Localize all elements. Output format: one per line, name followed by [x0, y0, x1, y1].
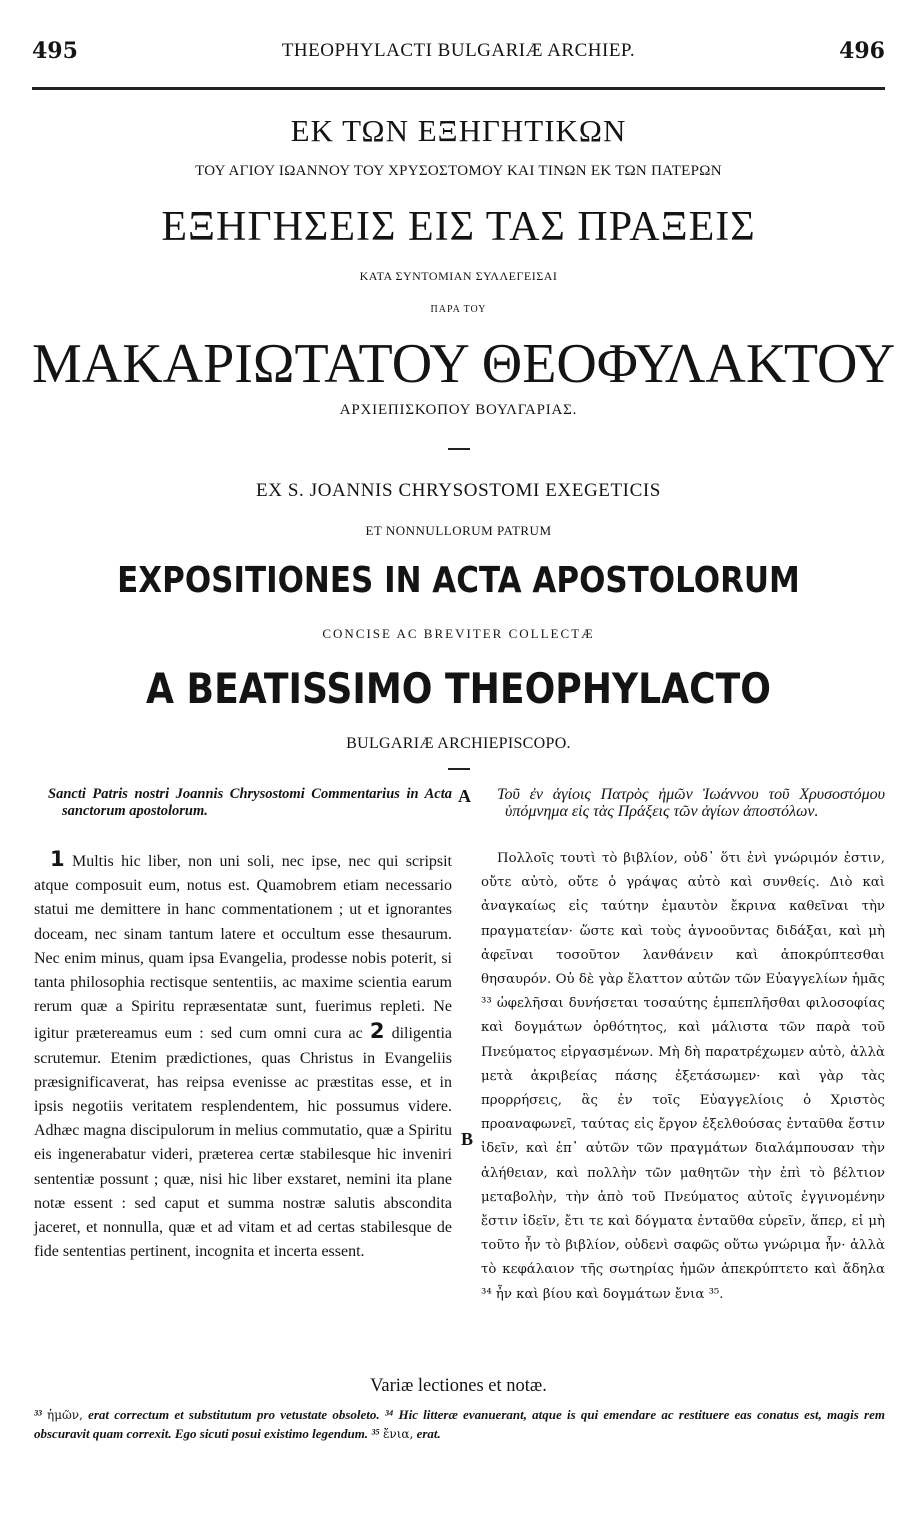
greek-title-line-2: ΤΟΥ ΑΓΙΟΥ ΙΩΑΝΝΟΥ ΤΟΥ ΧΡΥΣΟΣΤΟΜΟΥ ΚΑΙ ΤΙΝΩΝ ΕΚ ΤΩΝ ΠΑΤΕΡΩΝ [195, 163, 722, 179]
latin-title-line-6: BULGARIÆ ARCHIEPISCOPO. [346, 735, 571, 752]
latin-title-line-3: EXPOSITIONES IN ACTA APOSTOLORUM [117, 560, 800, 601]
running-title: THEOPHYLACTI BULGARIÆ ARCHIEP. [281, 40, 636, 61]
latin-text-part-b: diligentia scrutemur. Etenim prædictiones, quas Christus in Evangeliis præsignificaverat, has reipsa evenisse ac præstitas esse, et in ipsis negotiis veritatem resplendentem, hic possumus videre. Adhæc magna discipulorum in melius commutatio, quæ a Spiritu eis ingenerabatur videri, præterea certæ stabilesque hic inveniri sententiæ possunt ; quæ, nisi hic liber exstaret, nemini ita plane notæ essent : sed caput et summa nostræ salutis abscondita jaceret, et nonnulla, quæ et ad vitam et ad certas stabilesque de fide sententias pertinent, incognita et incerta essent. [34, 1025, 453, 1261]
note-35-mark: ³⁵ [368, 1425, 383, 1441]
greek-title-line-5: ΠΑΡΑ ΤΟΥ [430, 304, 487, 315]
latin-title-line-1: EX S. JOANNIS CHRYSOSTOMI EXEGETICIS [256, 480, 661, 501]
greek-title-line-3: ΕΞΗΓΗΣΕΙΣ ΕΙΣ ΤΑΣ ΠΡΑΞΕΙΣ [161, 204, 756, 250]
greek-title-line-4: ΚΑΤΑ ΣΥΝΤΟΜΙΑΝ ΣΥΛΛΕΓΕΙΣΑΙ [359, 269, 558, 283]
column-marker-a: A [458, 786, 471, 806]
latin-column-heading: Sancti Patris nostri Joannis Chrysostomi Commentarius in Acta sanctorum apostolorum. [48, 786, 452, 819]
notes-text [34, 1406, 885, 1443]
note-33-greek: ἡμῶν, [47, 1408, 83, 1422]
greek-column [481, 786, 885, 1307]
greek-column-heading: Τοῦ ἐν ἁγίοις Πατρὸς ἡμῶν Ἰωάννου τοῦ Χρυσοστόμου ὑπόμνημα εἰς τὰς Πράξεις τῶν ἁγίων ἀποστόλων. [497, 786, 885, 820]
section-number-2: 2 [369, 1019, 385, 1044]
page-number-left: 495 [32, 38, 78, 64]
section-number-1: 1 [50, 847, 65, 871]
notes-title: Variæ lectiones et notæ. [370, 1376, 547, 1396]
column-marker-b: B [461, 1129, 474, 1149]
greek-title-line-7: ΑΡΧΙΕΠΙΣΚΟΠΟΥ ΒΟΥΛΓΑΡΙΑΣ. [339, 402, 578, 418]
note-35-text: erat. [413, 1425, 441, 1441]
note-33-mark: ³³ [34, 1407, 47, 1422]
latin-column-text [34, 847, 452, 1264]
note-33-text: erat correctum et substitutum pro vetustate obsoleto. [82, 1407, 380, 1422]
greek-title-line-1: ΕΚ ΤΩΝ ΕΞΗΓΗΤΙΚΩΝ [290, 113, 627, 148]
note-34-text: ³⁴ Hic litteræ evanuerant, atque is qui emendare ac restituere eas conatus est, magis rem obscuravit quam correxit. Ego sicuti posui existimo legendum. [34, 1407, 885, 1441]
greek-title-line-6: ΜΑΚΑΡΙΩΤΑΤΟΥ ΘΕΟΦΥΛΑΚΤΟΥ [32, 333, 896, 395]
latin-text-part-a: Multis hic liber, non uni soli, nec ipse, nec qui scripsit atque composuit eum, notus est. Quamobrem etiam necessario statui me demittere in hanc commentationem ; ut et ignorantes doceam, nec sinam tantum latere et occultum esse thesaurum. Nec enim minus, quam ipsa Evangelia, prodesse nobis poterit, si tanta philosophia rectisque sententiis, ac maxime scientia earum rerum quæ a Spiritu repræsentatæ sunt, fuerimus repleti. Ne igitur prætereamus eum : sed cum omni cura ac [34, 853, 452, 1043]
latin-column [34, 786, 452, 1264]
greek-column-text: Πολλοῖς τουτὶ τὸ βιβλίον, οὐδ᾽ ὅτι ἑνὶ γνώριμόν ἐστιν, οὔτε αὐτὸ, οὔτε ὁ γράψας αὐτὸ καὶ συνθείς. Διὸ καὶ ἀναγκαίως εἰς ταύτην ἐμαυτὸν ἔκρινα καθεῖναι τὴν πραγματείαν· ὥστε καὶ τοὺς ἀγνοοῦντας διδάξαι, καὶ μὴ ἀφεῖναι τοσοῦτον λανθάνειν καὶ ἀποκρύπτεσθαι θησαυρόν. Οὐ δὲ γὰρ ἔλαττον αὐτῶν τῶν Εὐαγγελίων ἡμᾶς ³³ ὠφελῆσαι δυνήσεται τοσαύτης ἐμπεπλῆσθαι φιλοσοφίας καὶ δογμάτων ὀρθότητος, καὶ μάλιστα τῶν παρὰ τοῦ Πνεύματος εἰργασμένων. Μὴ δὴ παρατρέχωμεν αὐτὸ, ἀλλὰ μετὰ ἀκριβείας πάσης ἐξετάσωμεν· καὶ γὰρ τὰς προρρήσεις, ἃς ἐν τοῖς Εὐαγγελίοις ὁ Χριστὸς προαναφωνεῖ, ταύτας εἰς ἔργον ἐξελθούσας ἐνταῦθα ἔστιν ἰδεῖν, καὶ ἐπ᾽ αὐτῶν τῶν πραγμάτων διαλάμπουσαν τὴν ἀλήθειαν, καὶ πολλὴν τῶν μαθητῶν τὴν ἐπὶ τὸ βέλτιον μεταβολὴν, τὴν ἀπὸ τοῦ Πνεύματος αὐτοῖς ἐγγινομένην ἔστιν ἰδεῖν, ἔτι τε καὶ δόγματα ἐνταῦθα εὑρεῖν, ἅπερ, εἰ μὴ τοῦτο ἦν τὸ βιβλίον, οὐδενὶ σαφῶς οὕτω γνώριμα ἦν· ἀλλὰ τὸ κεφάλαιον τῆς σωτηρίας ἡμῶν ἀπεκρύπτετο καὶ ἄδηλα ³⁴ ἦν καὶ βίου καὶ δογμάτων ἔνια ³⁵. [481, 851, 885, 1302]
page-header [32, 30, 885, 90]
latin-title-line-4: CONCISE AC BREVITER COLLECTÆ [322, 626, 595, 641]
latin-title-line-2: ET NONNULLORUM PATRUM [365, 523, 552, 538]
latin-title-line-5: A BEATISSIMO THEOPHYLACTO [146, 664, 771, 713]
page-number-right: 496 [839, 38, 885, 64]
note-35-greek: ἔνια, [382, 1426, 414, 1441]
header-rule [32, 87, 885, 90]
